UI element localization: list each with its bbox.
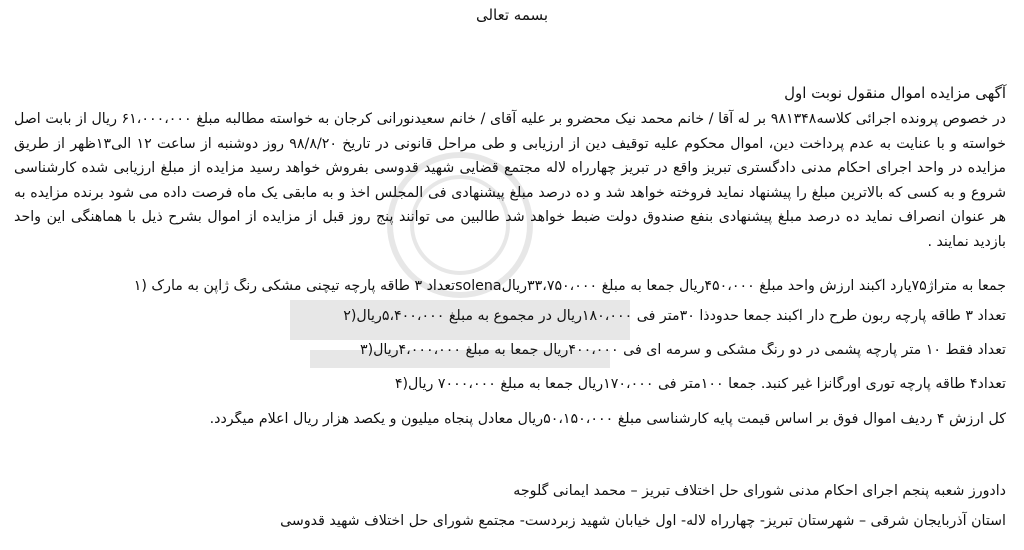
basmala-heading: بسمه تعالی (475, 6, 549, 24)
total-value-line: کل ارزش ۴ ردیف اموال فوق بر اساس قیمت پایه کارشناسی مبلغ ۵۰،۱۵۰،۰۰۰ریال معادل پنجاه میلیون و یکصد هزار ریال اعلام میگردد. (209, 411, 1006, 427)
office-address-line: استان آذربایجان شرقی – شهرستان تبریز- چهارراه لاله- اول خیابان شهید زبردست- مجتمع شورای حل اختلاف شهید قدوسی (280, 513, 1006, 529)
notice-intro-paragraph: در خصوص پرونده اجرائی کلاسه۹۸۱۳۴۸ بر له آقا / خانم محمد نیک محضرو بر علیه آقای / خانم سعیدنورانی کرجان به خواسته مطالبه مبلغ ۶۱،۰۰۰،۰۰۰ ریال از بابت اصل خواسته و با عنایت به عدم پرداخت دین، اموال محکوم علیه توقیف دین از ارزیابی و طی مراحل قانونی در تاریخ ۹۸/۸/۲۰ روز دوشنبه از ساعت ۱۲ الی۱۳ظهر از طریق مزایده در واحد اجرای احکام مدنی دادگستری تبریز واقع در تبریز چهارراه لاله مجتمع قضایی شهید قدوسی بفروش خواهد رسید مزایده از مبلغ ارزیابی شده کارشناسی شروع و به کسی که بالاترین مبلغ را پیشنهاد نماید فروخته خواهد شد و ده درصد مبلغ پیشنهادی فی المجلس اخذ و به مابقی یک ماه فرصت داده می شود برنده مزایده به هر عنوان انصراف نماید ده درصد مبلغ پیشنهادی بنفع صندوق دولت ضبط خواهد شد طالبین می توانند پنج روز قبل از مزایده از اموال بشرح ذیل با هماهنگی این واحد بازدید نمایند . (14, 111, 1007, 250)
notice-title: آگهی مزایده اموال منقول نوبت اول (784, 84, 1006, 102)
property-item-2: تعداد ۳ طاقه پارچه ربون طرح دار آکبند جمعا حدودذا ۳۰متر فی ۱۸۰،۰۰۰ریال در مجموع به مبلغ ۵،۴۰۰،۰۰۰ریال(۲ (343, 308, 1006, 324)
property-item-4: تعداد۴ طاقه پارچه توری اورگانزا غیر کنبد. جمعا ۱۰۰متر فی ۱۷۰،۰۰۰ریال جمعا به مبلغ ۷۰۰۰،۰۰۰ ریال(۴ (394, 376, 1006, 392)
property-item-3: تعداد فقط ۱۰ متر پارچه پشمی در دو رنگ مشکی و سرمه ای فی ۴۰۰،۰۰۰ریال جمعا به مبلغ ۴،۰۰۰،۰۰۰ریال(۳ (359, 342, 1006, 358)
property-item-1: جمعا به متراژ۷۵یارد آکبند ارزش واحد مبلغ ۴۵۰،۰۰۰ریال جمعا به مبلغ ۳۳،۷۵۰،۰۰۰ریالsolenaتعداد ۳ طاقه پارچه تیچنی مشکی رنگ ژاپن به مارک (۱ (133, 278, 1006, 294)
officer-signature-line: دادورز شعبه پنجم اجرای احکام مدنی شورای حل اختلاف تبریز – محمد ایمانی گلوجه (513, 483, 1006, 499)
